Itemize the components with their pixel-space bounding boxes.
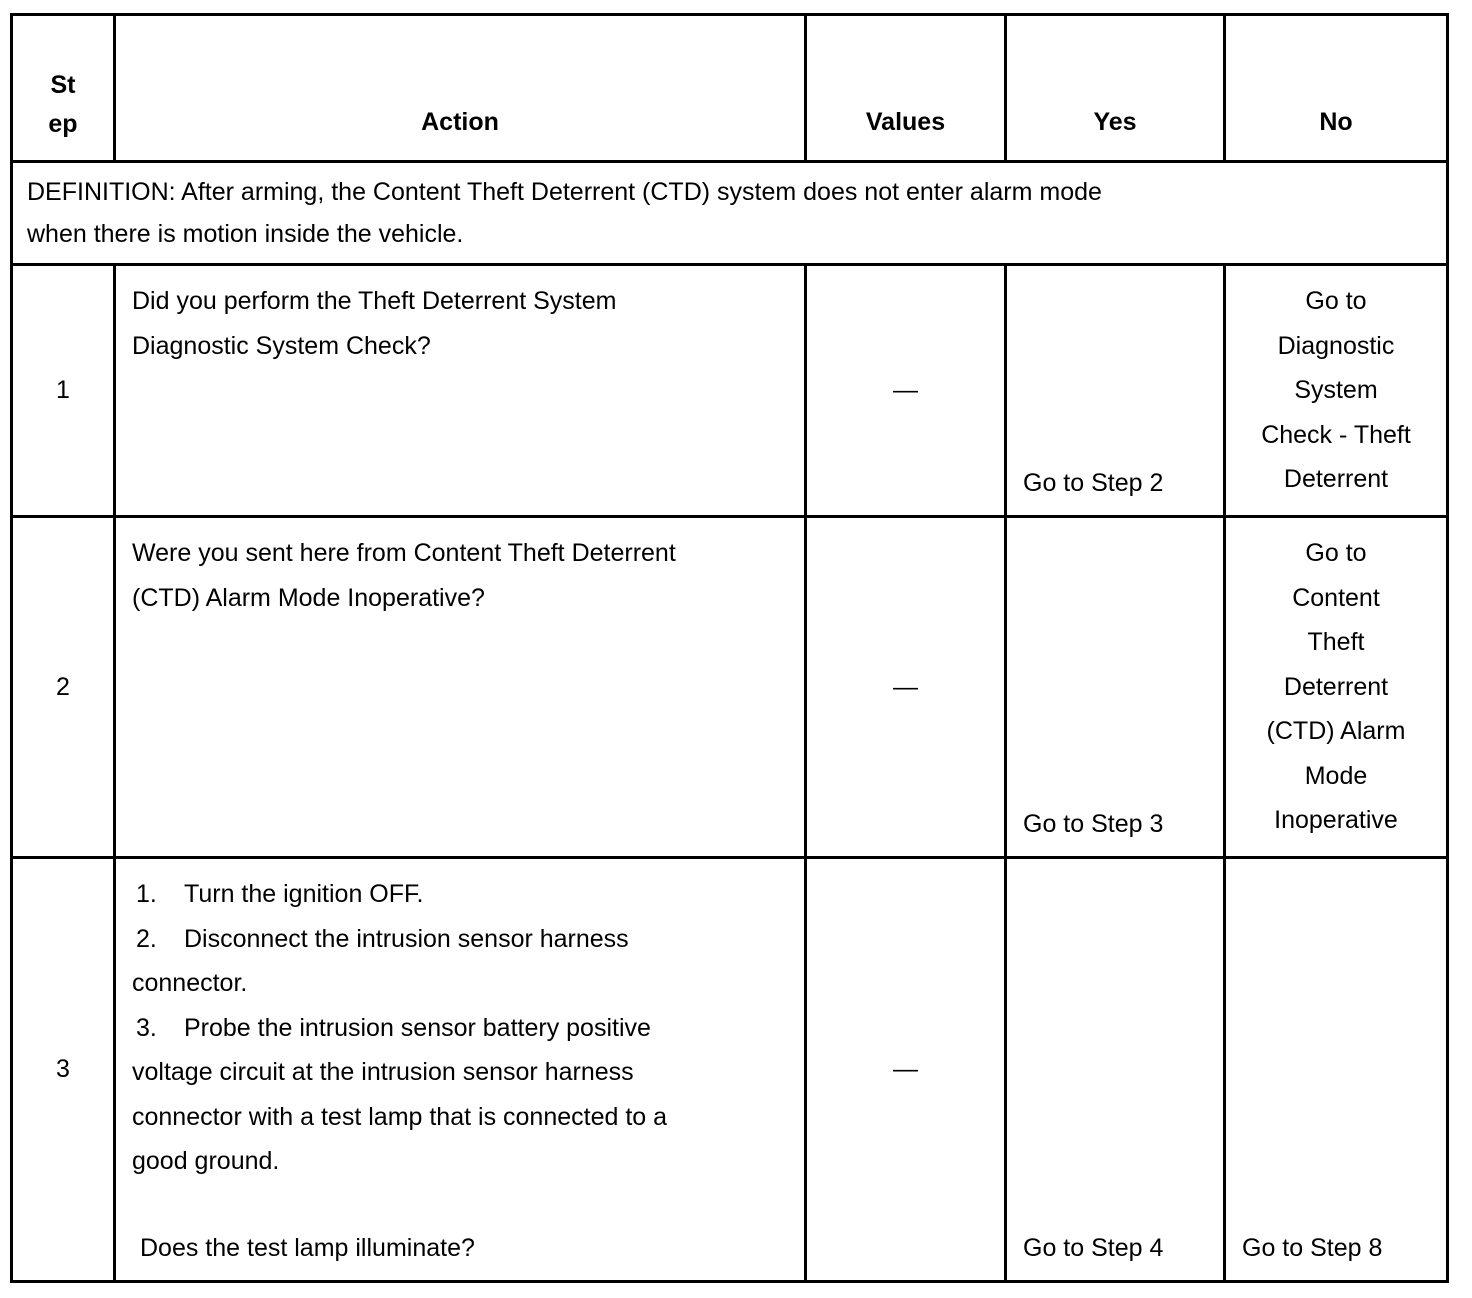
table-row	[12, 265, 1448, 517]
action-column-header: Action	[115, 15, 806, 162]
yes-cell: Go to Step 4	[1006, 858, 1225, 1282]
action-item: 3. Probe the intrusion sensor battery positive	[136, 1013, 651, 1042]
definition-line: DEFINITION: After arming, the Content Theft Deterrent (CTD) system does not enter alarm mode	[27, 178, 1102, 206]
action-cell: Did you perform the Theft Deterrent System Diagnostic System Check?	[115, 265, 806, 517]
step-column-header: St ep	[12, 15, 115, 162]
action-cell: 1. Turn the ignition OFF. 2. Disconnect the intrusion sensor harness connector. 3. Probe the intrusion sensor battery positive voltage circuit at the intrusion sensor harness connector with a test lamp that is connected to a good ground. Does the test lamp illuminate?	[115, 858, 806, 1282]
action-cell: Were you sent here from Content Theft Deterrent (CTD) Alarm Mode Inoperative?	[115, 517, 806, 858]
table-row	[12, 517, 1448, 858]
values-column-header: Values	[806, 15, 1006, 162]
action-item: 1. Turn the ignition OFF.	[136, 880, 424, 908]
yes-cell: Go to Step 3	[1006, 517, 1225, 858]
yes-column-header: Yes	[1006, 15, 1225, 162]
action-question: Does the test lamp illuminate?	[140, 1233, 475, 1262]
action-item: 2. Disconnect the intrusion sensor harness	[136, 924, 629, 953]
header-row	[12, 15, 1448, 162]
values-cell: —	[806, 858, 1006, 1282]
step-number: 2	[12, 517, 115, 858]
no-cell: Go to Content Theft Deterrent (CTD) Alarm Mode Inoperative	[1225, 517, 1448, 858]
yes-cell: Go to Step 2	[1006, 265, 1225, 517]
step-number: 1	[12, 265, 115, 517]
definition-row	[12, 162, 1448, 265]
table-row	[12, 858, 1448, 1282]
diagnostic-table	[10, 13, 1449, 1283]
step-number: 3	[12, 858, 115, 1282]
definition-line: when there is motion inside the vehicle.	[27, 220, 464, 248]
no-cell: Go to Diagnostic System Check - Theft Deterrent	[1225, 265, 1448, 517]
values-cell: —	[806, 265, 1006, 517]
no-cell: Go to Step 8	[1225, 858, 1448, 1282]
definition-cell	[12, 162, 1448, 265]
no-column-header: No	[1225, 15, 1448, 162]
values-cell: —	[806, 517, 1006, 858]
